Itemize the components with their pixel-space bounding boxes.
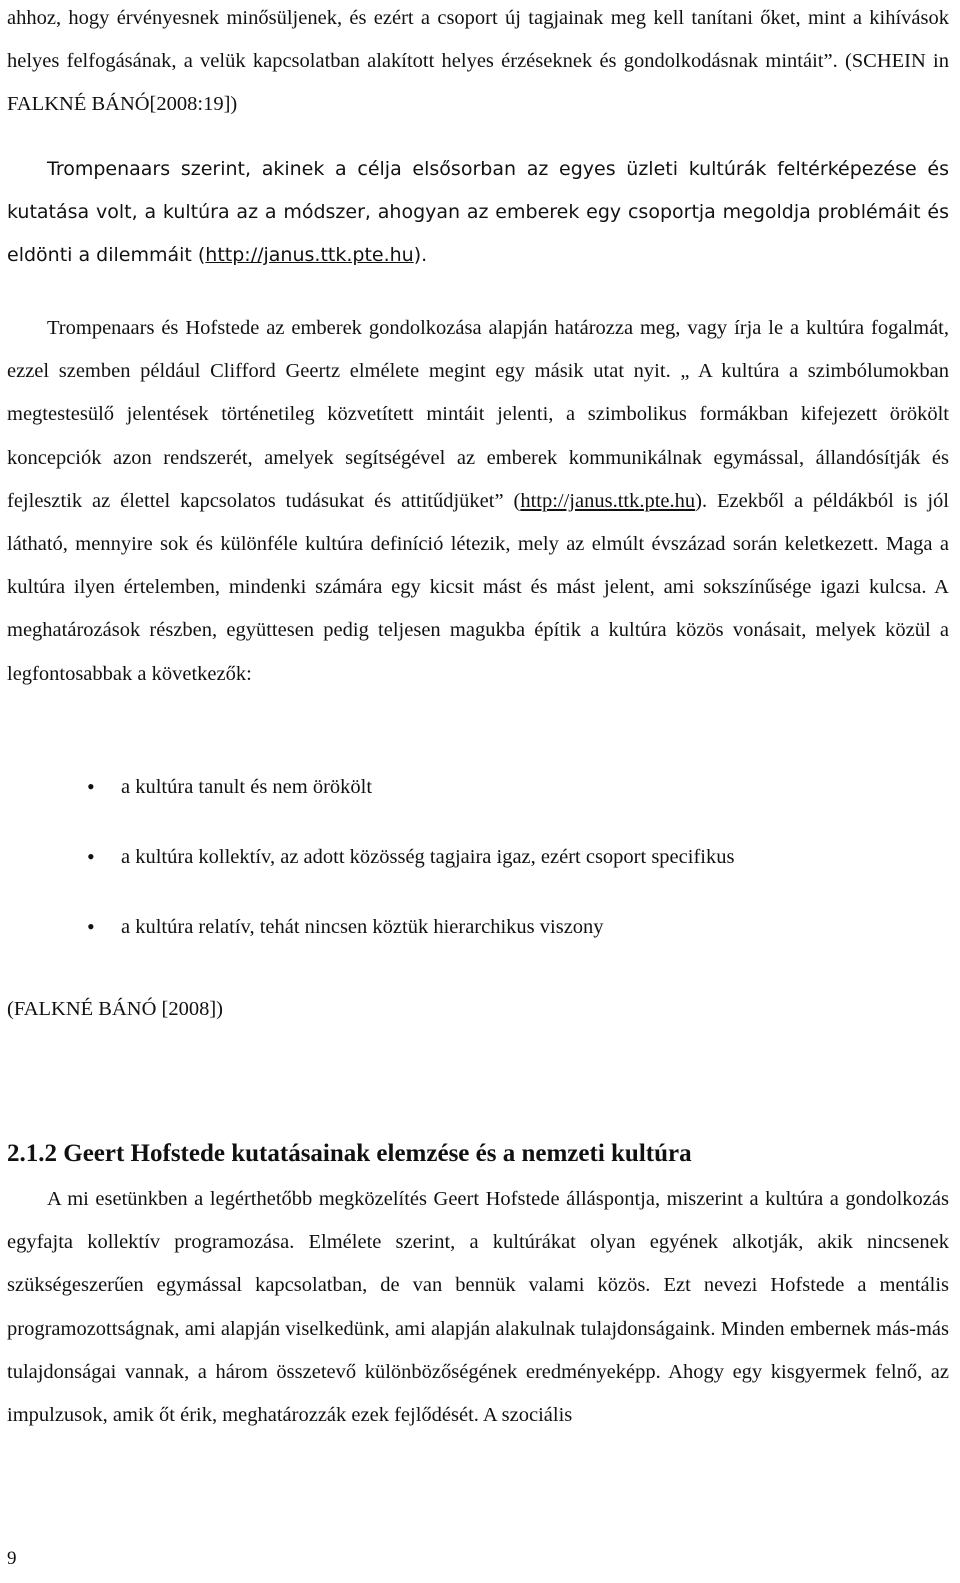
bullet-icon: • bbox=[87, 844, 95, 869]
janus-link-2[interactable]: http://janus.ttk.pte.hu bbox=[520, 489, 696, 512]
bullet-icon: • bbox=[87, 914, 95, 939]
citation: (FALKNÉ BÁNÓ [2008]) bbox=[7, 998, 223, 1020]
trompenaars-definition-text: Trompenaars szerint, akinek a célja elsősorban az egyes üzleti kultúrák feltérképezése és kutatása volt, a kultúra az a módszer, ahogyan az emberek egy csoportja megoldja problémáit és eldönti a dilemmáit ( bbox=[7, 158, 949, 267]
bullet-icon: • bbox=[87, 774, 95, 799]
culture-traits-list bbox=[7, 775, 949, 985]
list-item bbox=[7, 775, 949, 845]
hofstede-paragraph: A mi esetünkben a legérthetőbb megközelítés Geert Hofstede álláspontja, miszerint a kultúra a gondolkozás egyfajta kollektív programozása. Elmélete szerint, a kultúrákat olyan egyének alkotják, akik nincsenek szükségeszerűen egymással kapcsolatban, de van bennük valami közös. Ezt nevezi Hofstede a mentális programozottságnak, ami alapján viselkedünk, ami alapján alakulnak tulajdonságaink. Minden embernek más-más tulajdonságai vannak, a három összetevő különbözőségének eredményeképp. Ahogy egy kisgyermek felnő, az impulzusok, amik őt érik, meghatározzák ezek fejlődését. A szociális bbox=[7, 1188, 949, 1427]
culture-definitions-text-b: ). Ezekből a példákból is jól látható, mennyire sok és különféle kultúra definíció létezik, mely az elmúlt évszázad során keletkezett. Maga a kultúra ilyen értelemben, mindenki számára egy kicsit mást és mást jelent, ami sokszínűsége igazi kulcsa. A meghatározások részben, együttesen pedig teljesen magukba építik a kultúra közös vonásait, melyek közül a legfontosabbak a következők: bbox=[7, 489, 949, 685]
trompenaars-definition-paragraph bbox=[7, 148, 949, 278]
section-heading: 2.1.2 Geert Hofstede kutatásainak elemzése és a nemzeti kultúra bbox=[7, 1140, 692, 1167]
list-item-text: a kultúra kollektív, az adott közösség tagjaira igaz, ezért csoport specifikus bbox=[121, 846, 735, 868]
page-number: 9 bbox=[7, 1548, 17, 1569]
list-item bbox=[7, 845, 949, 915]
trompenaars-definition-end: ). bbox=[413, 244, 428, 267]
janus-link[interactable]: http://janus.ttk.pte.hu bbox=[205, 244, 414, 267]
list-item-text: a kultúra relatív, tehát nincsen köztük hierarchikus viszony bbox=[121, 916, 604, 938]
culture-definitions-text-a: Trompenaars és Hofstede az emberek gondolkozása alapján határozza meg, vagy írja le a kultúra fogalmát, ezzel szemben például Clifford Geertz elmélete megint egy másik utat nyit. „ A kultúra a szimbólumokban megtestesülő jelentések történetileg közvetített mintáit jelenti, a szimbolikus formákban kifejezett örökölt koncepciók azon rendszerét, amelyek segítségével az emberek kommunikálnak egymással, állandósítják és fejlesztik az élettel kapcsolatos tudásukat és attitűdjüket” ( bbox=[7, 317, 949, 512]
culture-definitions-paragraph bbox=[7, 307, 949, 696]
list-item bbox=[7, 915, 949, 985]
intro-paragraph: ahhoz, hogy érvényesnek minősüljenek, és ezért a csoport új tagjainak meg kell tanítani őket, mint a kihívások helyes felfogásának, a velük kapcsolatban alakított helyes érzéseknek és gondolkodásnak mintáit”. (SCHEIN in FALKNÉ BÁNÓ[2008:19]) bbox=[7, 7, 949, 116]
list-item-text: a kultúra tanult és nem örökölt bbox=[121, 776, 373, 798]
